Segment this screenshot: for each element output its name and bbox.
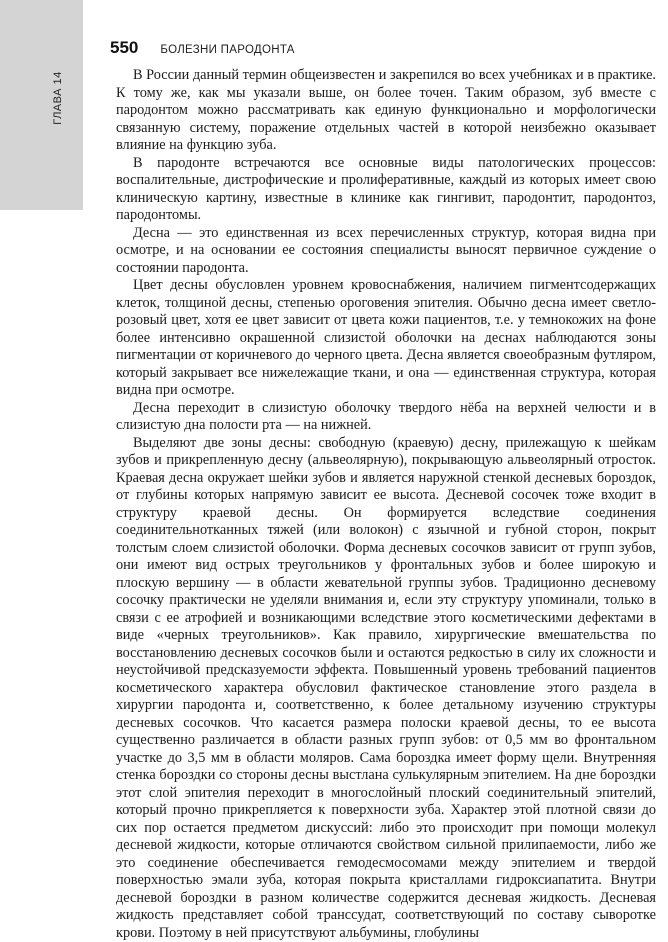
paragraph: Выделяют две зоны десны: свободную (краевую) десну, прилежащую к шейкам зубов и прикрепленную десну (альвеолярную), покрывающую альвеолярный отросток. Краевая десна окружает шейки зубов и является наружной стенкой десневых бороздок, от глубины которых напрямую зависит ее высота. Десневой сосочек тоже входит в структуру краевой десны. Он формируется вследствие соединения соединительнотканных тяжей (или волокон) с язычной и губной сторон, покрыт толстым слоем слизистой оболочки. Форма десневых сосочков зависит от групп зубов, они имеют вид острых треугольников у фронтальных зубов и более широкую и плоскую вершину — в области жевательной группы зубов. Традиционно десневому сосочку практически не уделяли внимания и, если эту структуру упоминали, только в связи с ее атрофией и возникающими вследствие этого косметическими дефектами в виде «черных треугольников». Как правило, хирургические вмешательства по восстановлению десневых сосочков были и остаются редкостью в силу их сложности и неустойчивой предсказуемости эффекта. Повышенный уровень требований пациентов косметического характера обусловил фактическое становление этого раздела в хирургии пародонта и, соответственно, к более детальному изучению структуры десневых сосочков. Что касается размера полоски краевой десны, то ее высота существенно различается в области разных групп зубов: от 0,5 мм во фронтальном участке до 3,5 мм в области моляров. Сама бороздка имеет форму щели. Внутренняя стенка бороздки со стороны десны выстлана сулькулярным эпителием. На дне бороздки этот слой эпителия переходит в многослойный плоский соединительный эпителий, который прочно прикрепляется к поверхности зуба. Характер этой плотной связи до сих пор остается предметом дискуссий: либо это происходит при помощи молекул десневой жидкости, которые отличаются свойством сильной прилипаемости, либо же это соединение обеспечивается гемодесмосомами между эпителием и твердой поверхностью эмали зуба, которая покрыта кристаллами гидроксиапатита. Внутри десневой бороздки в разном количестве содержится десневая жидкость. Десневая жидкость представляет собой транссудат, соответствующий по составу сыворотке крови. Поэтому в ней присутствуют альбумины, глобулины bbox=[116, 435, 656, 942]
running-title: БОЛЕЗНИ ПАРОДОНТА bbox=[160, 44, 294, 56]
chapter-side-tab bbox=[0, 0, 83, 210]
page-number: 550 bbox=[110, 38, 138, 58]
paragraph: Десна — это единственная из всех перечисленных структур, которая видна при осмотре, и на основании ее состояния специалисты выносят первичное суждение о состоянии пародонта. bbox=[116, 225, 656, 278]
chapter-label: ГЛАВА 14 bbox=[52, 71, 64, 125]
paragraph: Цвет десны обусловлен уровнем кровоснабжения, наличием пигментсодержащих клеток, толщиной десны, степенью ороговения эпителия. Обычно десна имеет светло-розовый цвет, хотя ее цвет зависит от цвета кожи пациентов, т.е. у темнокожих на фоне более интенсивно окрашенной слизистой оболочки на деснах наблюдаются зоны пигментации от коричневого до черного цвета. Десна является своеобразным футляром, который закрывает все нижележащие ткани, и она — единственная структура, которая видна при осмотре. bbox=[116, 277, 656, 400]
body-text bbox=[116, 67, 656, 942]
paragraph: Десна переходит в слизистую оболочку твердого нёба на верхней челюсти и в слизистую дна полости рта — на нижней. bbox=[116, 400, 656, 435]
page-header bbox=[110, 38, 295, 58]
paragraph: В пародонте встречаются все основные виды патологических процессов: воспалительные, дистрофические и пролиферативные, каждый из которых имеет свою клиническую картину, известные в клинике как гингивит, пародонтит, пародонтоз, пародонтомы. bbox=[116, 155, 656, 225]
paragraph: В России данный термин общеизвестен и закрепился во всех учебниках и в практике. К тому же, как мы указали выше, он более точен. Таким образом, зуб вместе с пародонтом можно рассматривать как единую функционально и морфологически связанную систему, поражение отдельных частей в которой неизбежно оказывает влияние на функцию зуба. bbox=[116, 67, 656, 155]
